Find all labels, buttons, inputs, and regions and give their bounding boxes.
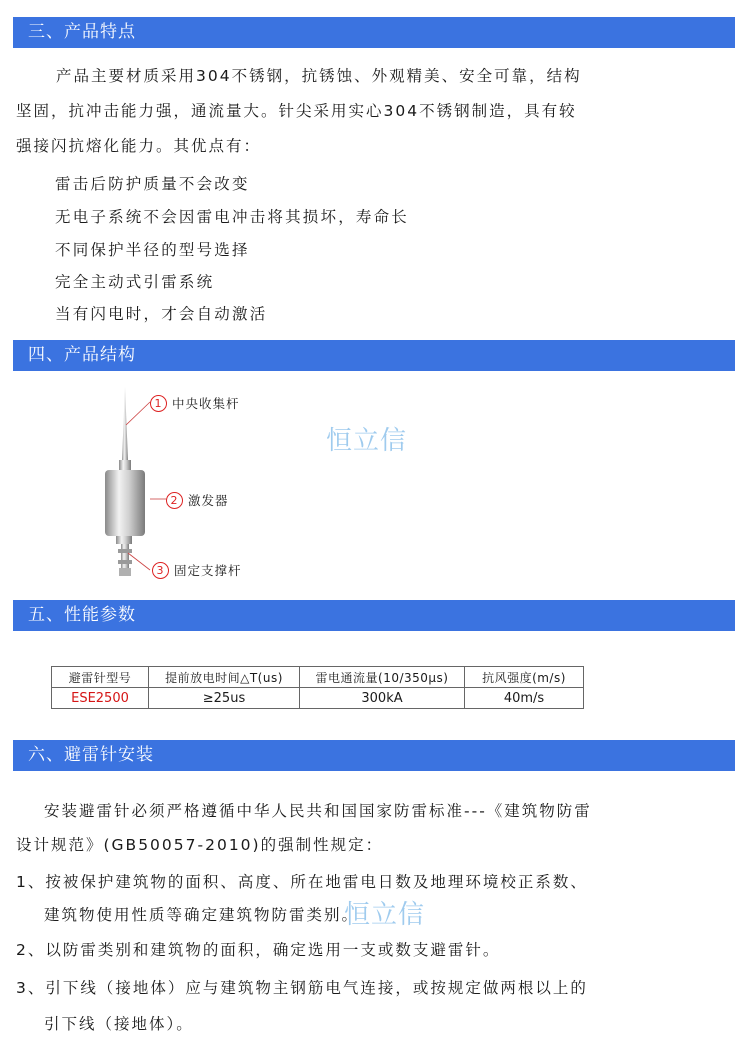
table-cell: 300kA bbox=[300, 688, 465, 709]
table-header-cell: 提前放电时间△T(us) bbox=[149, 667, 300, 688]
section-header-structure: 四、产品结构 bbox=[13, 340, 735, 371]
model-cell: ESE2500 bbox=[52, 688, 149, 709]
features-para-line-2: 坚固，抗冲击能力强，通流量大。针尖采用实心304不锈钢制造，具有较 bbox=[16, 102, 577, 120]
label-text: 中央收集杆 bbox=[172, 396, 240, 411]
install-intro-line-1: 安装避雷针必须严格遵循中华人民共和国国家防雷标准---《建筑物防雷 bbox=[44, 802, 592, 820]
structure-label-1 bbox=[150, 394, 240, 412]
table-cell: ≥25us bbox=[149, 688, 300, 709]
install-item-3: 3、引下线（接地体）应与建筑物主钢筋电气连接，或按规定做两根以上的 bbox=[16, 979, 588, 997]
spec-table bbox=[51, 666, 584, 709]
features-para-line-3: 强接闪抗熔化能力。其优点有： bbox=[16, 137, 262, 155]
table-header-cell: 避雷针型号 bbox=[52, 667, 149, 688]
section-header-installation: 六、避雷针安装 bbox=[13, 740, 735, 771]
label-text: 激发器 bbox=[188, 493, 229, 508]
watermark: 恒立信 bbox=[344, 900, 426, 930]
structure-label-2 bbox=[166, 491, 229, 509]
structure-label-3 bbox=[152, 561, 242, 579]
install-item-2: 2、以防雷类别和建筑物的面积，确定选用一支或数支避雷针。 bbox=[16, 941, 501, 959]
section-header-specs: 五、性能参数 bbox=[13, 600, 735, 631]
table-header-cell: 抗风强度(m/s) bbox=[465, 667, 584, 688]
install-item-1-cont: 建筑物使用性质等确定建筑物防雷类别。 bbox=[44, 906, 360, 924]
feature-item: 不同保护半径的型号选择 bbox=[55, 241, 250, 259]
section-header-features: 三、产品特点 bbox=[13, 17, 735, 48]
table-header-row bbox=[52, 667, 584, 688]
table-header-cell: 雷电通流量(10/350μs) bbox=[300, 667, 465, 688]
feature-item: 当有闪电时，才会自动激活 bbox=[55, 305, 268, 323]
feature-item: 完全主动式引雷系统 bbox=[55, 273, 215, 291]
leader-lines bbox=[120, 385, 240, 585]
feature-item: 雷击后防护质量不会改变 bbox=[55, 175, 250, 193]
install-intro-line-2: 设计规范》(GB50057-2010)的强制性规定： bbox=[16, 836, 384, 854]
label-number: 3 bbox=[152, 562, 169, 579]
table-row bbox=[52, 688, 584, 709]
table-cell: 40m/s bbox=[465, 688, 584, 709]
install-item-1: 1、按被保护建筑物的面积、高度、所在地雷电日数及地理环境校正系数、 bbox=[16, 873, 588, 891]
label-text: 固定支撑杆 bbox=[174, 563, 242, 578]
install-item-3-cont: 引下线（接地体）。 bbox=[44, 1015, 194, 1033]
feature-item: 无电子系统不会因雷电冲击将其损坏，寿命长 bbox=[55, 208, 410, 226]
watermark: 恒立信 bbox=[326, 426, 408, 456]
label-number: 2 bbox=[166, 492, 183, 509]
features-para-line-1: 产品主要材质采用304不锈钢，抗锈蚀、外观精美、安全可靠，结构 bbox=[56, 67, 582, 85]
label-number: 1 bbox=[150, 395, 167, 412]
